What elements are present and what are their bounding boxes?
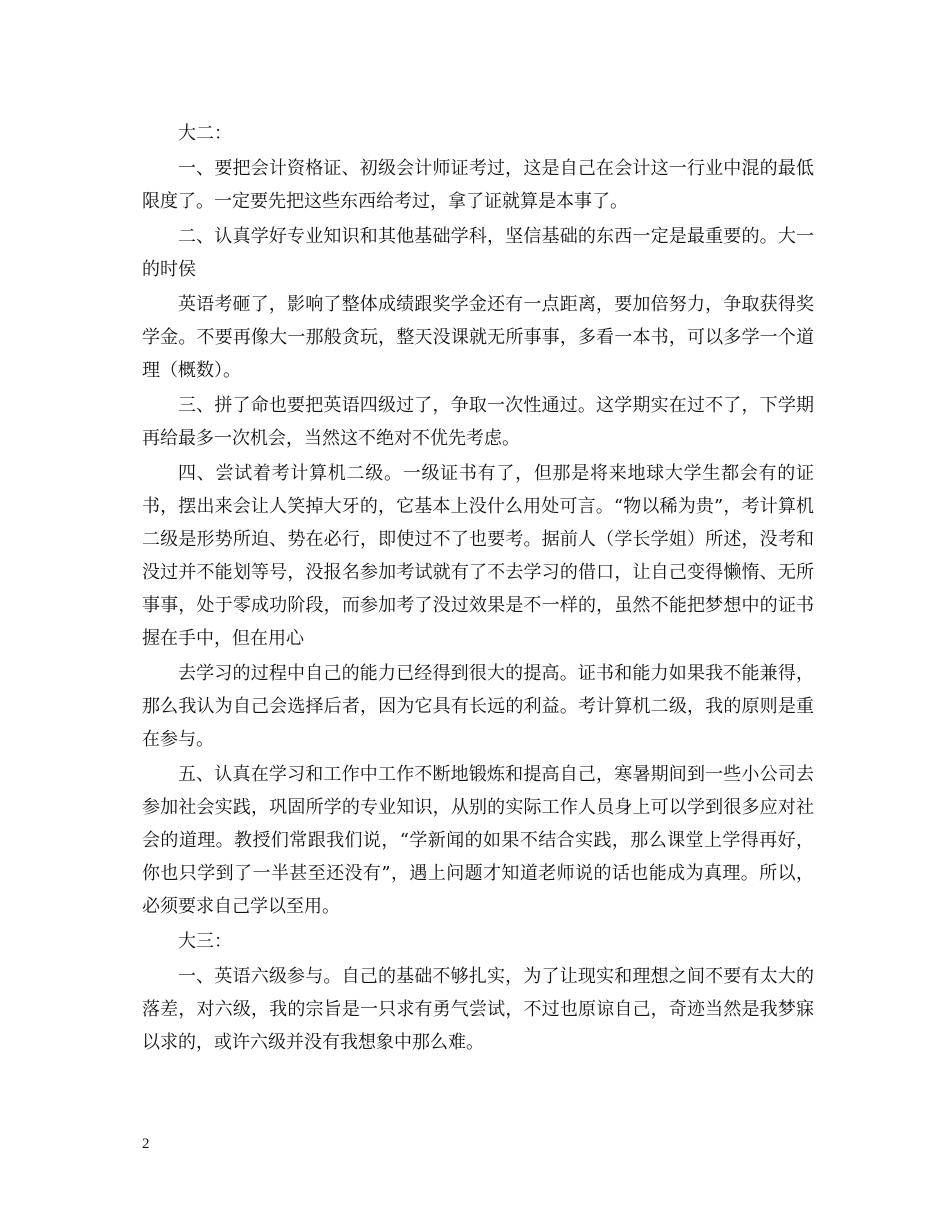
paragraph: 一、英语六级参与。自己的基础不够扎实，为了让现实和理想之间不要有太大的落差，对六级，我的宗旨是一只求有勇气尝试，不过也原谅自己，奇迹当然是我梦寐以求的，或许六级并没有我想象中那么难。 xyxy=(142,966,814,1053)
page-number: 2 xyxy=(142,1136,150,1152)
paragraph: 英语考砸了，影响了整体成绩跟奖学金还有一点距离，要加倍努力，争取获得奖学金。不要再像大一那般贪玩，整天没课就无所事事，多看一本书，可以多学一个道理（概数）。 xyxy=(142,294,814,381)
heading-year-two: 大二： xyxy=(178,123,232,144)
paragraph: 四、尝试着考计算机二级。一级证书有了，但那是将来地球大学生都会有的证书，摆出来会让人笑掉大牙的，它基本上没什么用处可言。“物以稀为贵”，考计算机二级是形势所迫、势在必行，即使过不了也要考。据前人（学长学姐）所述，没考和没过并不能划等号，没报名参加考试就有了不去学习的借口，让自己变得懒惰、无所事事，处于零成功阶段，而参加考了没过效果是不一样的，虽然不能把梦想中的证书握在手中，但在用心 xyxy=(142,463,814,649)
document-body xyxy=(142,117,814,1061)
paragraph: 五、认真在学习和工作中工作不断地锻炼和提高自己，寒暑期间到一些小公司去参加社会实践，巩固所学的专业知识，从别的实际工作人员身上可以学到很多应对社会的道理。教授们常跟我们说，“学新闻的如果不结合实践，那么课堂上学得再好，你也只学到了一半甚至还没有”，遇上问题才知道老师说的话也能成为真理。所以，必须要求自己学以至用。 xyxy=(142,764,814,917)
paragraph: 去学习的过程中自己的能力已经得到很大的提高。证书和能力如果我不能兼得，那么我认为自己会选择后者，因为它具有长远的利益。考计算机二级，我的原则是重在参与。 xyxy=(142,663,814,750)
heading-year-three: 大三： xyxy=(178,931,232,952)
paragraph: 一、要把会计资格证、初级会计师证考过，这是自己在会计这一行业中混的最低限度了。一定要先把这些东西给考过，拿了证就算是本事了。 xyxy=(142,158,814,212)
paragraph: 三、拼了命也要把英语四级过了，争取一次性通过。这学期实在过不了，下学期再给最多一次机会，当然这不绝对不优先考虑。 xyxy=(142,395,814,449)
paragraph: 二、认真学好专业知识和其他基础学科，坚信基础的东西一定是最重要的。大一的时侯 xyxy=(142,226,814,280)
